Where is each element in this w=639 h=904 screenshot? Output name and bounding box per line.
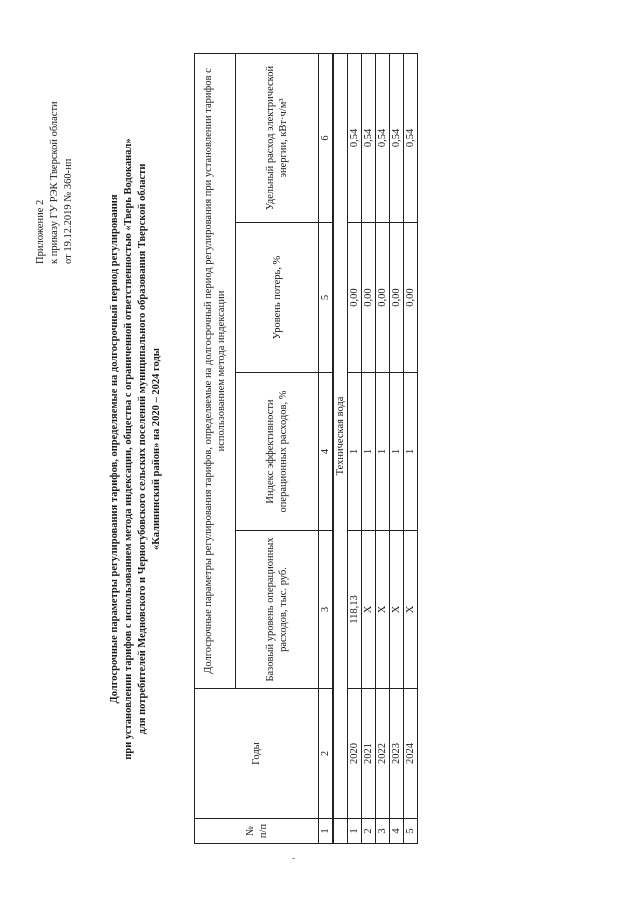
column-index: 4 [319,373,334,531]
row-efficiency-index: 1 [348,373,362,531]
row-base-opex: Х [390,531,404,689]
row-efficiency-index: 1 [390,373,404,531]
row-year: 2024 [404,689,418,819]
row-efficiency-index: 1 [362,373,376,531]
row-base-opex: Х [376,531,390,689]
row-loss-level: 0,00 [404,223,418,373]
row-energy-consumption: 0,54 [362,53,376,222]
row-year: 2023 [390,689,404,819]
header-energy-consumption: Удельный расход электрической энергии, кВт·ч/м³ [236,53,319,222]
row-number: 4 [390,819,404,844]
header-group-parameters: Долгосрочные параметры регулирования тарифов, определяемые на долгосрочный период регулирования при установлении тарифов с использованием метода индексации [195,53,236,688]
scan-speck [292,858,295,859]
appendix-line-3: от 19.12.2019 № 360-нп [63,158,74,264]
row-number: 1 [348,819,362,844]
column-index: 5 [319,223,334,373]
table-row [348,53,362,843]
header-efficiency-index: Индекс эффективности операционных расходов, % [236,373,319,531]
column-index: 3 [319,531,334,689]
column-index: 2 [319,689,334,819]
title-line-1: Долгосрочные параметры регулирования тарифов, определяемые на долгосрочный период регулирования [109,194,120,704]
row-number: 3 [376,819,390,844]
row-loss-level: 0,00 [362,223,376,373]
row-energy-consumption: 0,54 [376,53,390,222]
appendix-reference [34,34,76,264]
header-years: Годы [195,689,319,819]
appendix-line-1: Приложение 2 [35,199,46,264]
row-base-opex: Х [362,531,376,689]
document-title [108,54,164,844]
column-index-row [319,53,334,843]
row-year: 2022 [376,689,390,819]
row-number: 5 [404,819,418,844]
tariff-parameters-table [194,53,418,844]
table-row [362,53,376,843]
row-base-opex: Х [404,531,418,689]
row-loss-level: 0,00 [376,223,390,373]
table-row [390,53,404,843]
row-loss-level: 0,00 [390,223,404,373]
table-row [376,53,390,843]
table-row [404,53,418,843]
row-efficiency-index: 1 [376,373,390,531]
title-line-2: при установлении тарифов с использованием метода индексации, общества с ограниченной ответственностью «Тверь Водоканал» [123,138,134,760]
header-base-opex: Базовый уровень операционных расходов, тыс. руб. [236,531,319,689]
row-efficiency-index: 1 [404,373,418,531]
row-energy-consumption: 0,54 [348,53,362,222]
column-index: 1 [319,819,334,844]
appendix-line-2: к приказу ГУ РЭК Тверской области [49,101,60,264]
section-row [333,53,348,843]
row-number: 2 [362,819,376,844]
row-loss-level: 0,00 [348,223,362,373]
header-loss-level: Уровень потерь, % [236,223,319,373]
row-year: 2021 [362,689,376,819]
row-energy-consumption: 0,54 [390,53,404,222]
title-line-3: для потребителей Медновского и Черногубовского сельских поселений муниципального образования Тверской области [137,163,148,735]
title-line-4: «Калининский район» на 2020 – 2024 годы [151,348,162,550]
row-energy-consumption: 0,54 [404,53,418,222]
header-number: № п/п [195,819,319,844]
section-label: Техническая вода [333,53,348,818]
row-year: 2020 [348,689,362,819]
row-base-opex: 118,13 [348,531,362,689]
column-index: 6 [319,53,334,222]
